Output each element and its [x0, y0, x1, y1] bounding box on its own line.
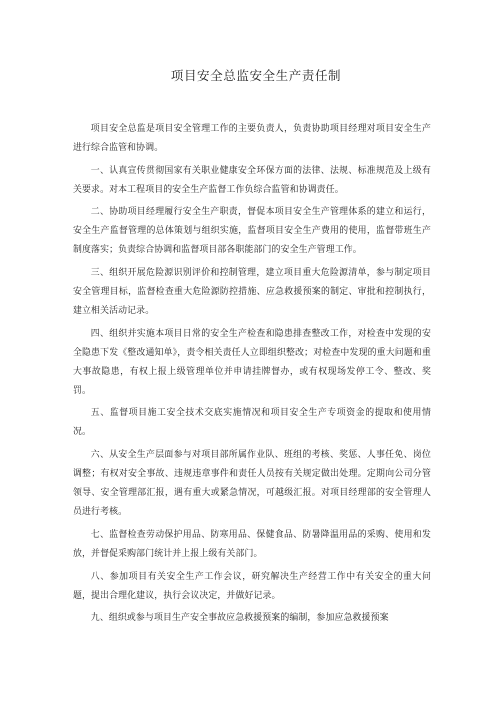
paragraph-1: 一、认真宣传贯彻国家有关职业健康安全环保方面的法律、法规、标准规范及上级有关要求。对本工程项目的安全生产监督工作负综合监管和协调责任。 [73, 165, 431, 195]
paragraph-9: 九、组织或参与项目生产安全事故应急救援预案的编制，参加应急救援预案 [90, 613, 389, 624]
paragraph-8: 八、参加项目有关安全生产工作会议，研究解决生产经营工作中有关安全的重大问题，提出合理化建议，执行会议决定，并做好记录。 [73, 571, 431, 601]
paragraph-intro: 项目安全总监是项目安全管理工作的主要负责人，负责协助项目经理对项目安全生产进行综合监管和协调。 [73, 124, 431, 153]
document-title: 项目安全总监安全生产责任制 [170, 68, 342, 83]
paragraph-3: 三、组织开展危险源识别评价和控制管理，建立项目重大危险源清单，参与制定项目安全管理目标，监督检查重大危险源防控措施、应急救援预案的制定、审批和控制执行，建立相关活动记录。 [73, 268, 431, 317]
paragraph-7: 七、监督检查劳动保护用品、防寒用品、保健食品、防暑降温用品的采购、使用和发放，并督促采购部门统计并上报上级有关部门。 [73, 529, 431, 559]
paragraph-4: 四、组织并实施本项目日常的安全生产检查和隐患排查整改工作，对检查中发现的安全隐患下发《整改通知单》，责令相关责任人立即组织整改；对检查中发现的重大问题和重大事故隐患，有权上报上级管理单位并申请挂牌督办，或有权现场发停工令、整改、奖罚。 [73, 328, 431, 396]
paragraph-2: 二、协助项目经理履行安全生产职责，督促本项目安全生产管理体系的建立和运行，安全生产监督管理的总体策划与组织实施，监督项目安全生产费用的使用，监督带班生产制度落实；负责综合协调和监督项目部各职能部门的安全生产管理工作。 [73, 207, 431, 256]
paragraph-5: 五、监督项目施工安全技术交底实施情况和项目安全生产专项资金的提取和使用情况。 [73, 408, 431, 438]
document-body [73, 120, 431, 628]
paragraph-6: 六、从安全生产层面参与对项目部所属作业队、班组的考核、奖惩、人事任免、岗位调整；有权对安全事故、违规违章事件和责任人员按有关规定做出处理。定期向公司分管领导、安全管理部汇报，遇有重大或紧急情况，可越级汇报。对项目经理部的安全管理人员进行考核。 [73, 450, 431, 518]
